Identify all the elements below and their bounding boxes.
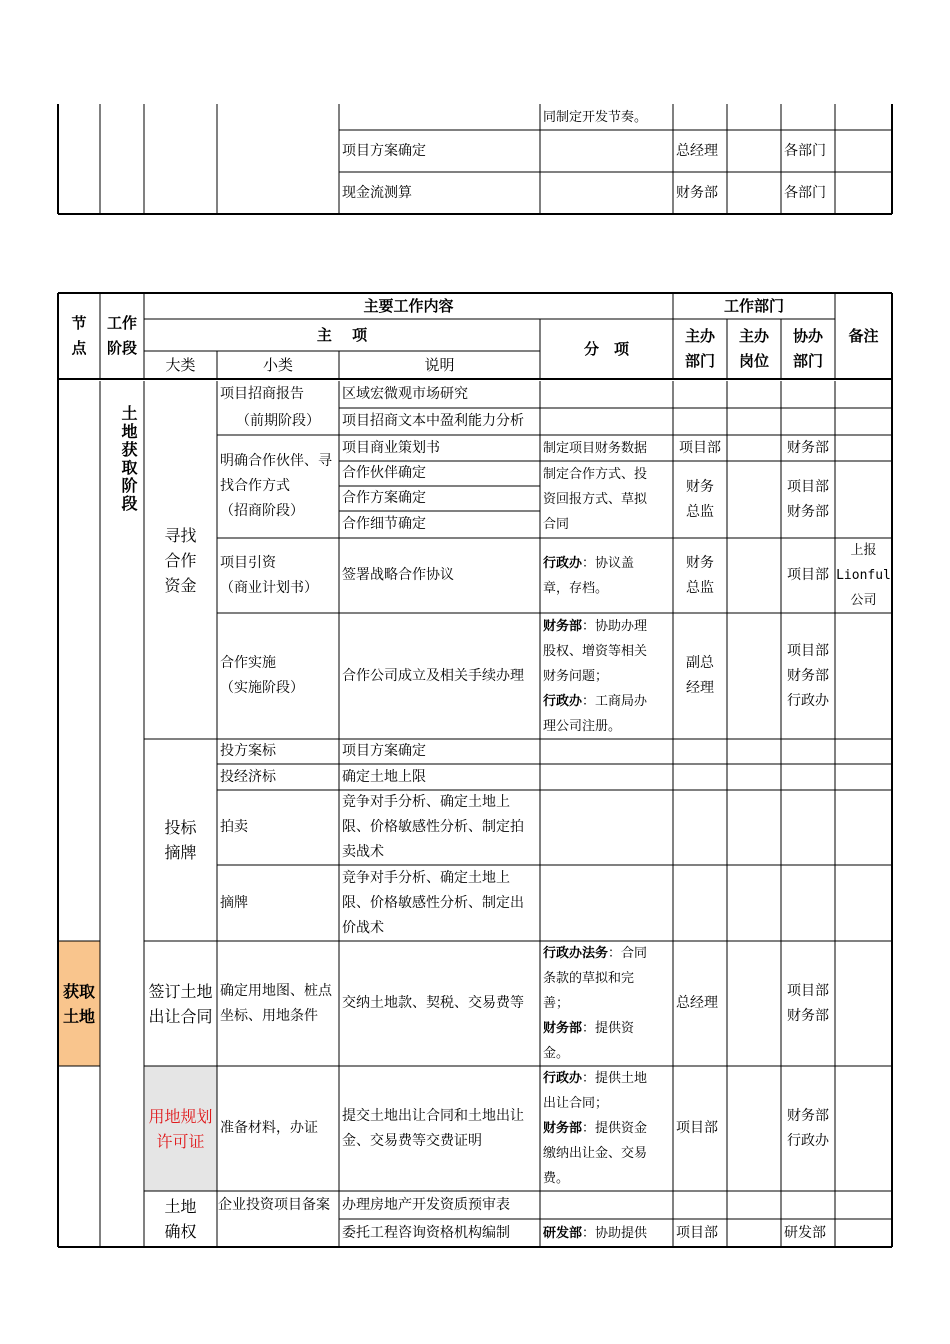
assist-project-finance: 项目部 财务部 [787, 478, 829, 520]
category-land-title: 土地 确权 [164, 1197, 197, 1241]
top-row3-assist-dept: 各部门 [784, 184, 826, 201]
desc-listing: 竞争对手分析、确定土地上 限、价格敏感性分析、制定出 价战术 [342, 869, 524, 936]
dept-deputy-gm: 副总 经理 [686, 655, 714, 696]
header-category: 大类 [165, 355, 196, 374]
category-bidding: 投标 摘牌 [164, 818, 197, 862]
subcat-listing: 摘牌 [220, 894, 248, 911]
desc-detail-confirm: 合作细节确定 [342, 516, 426, 532]
desc-land-limit: 确定土地上限 [342, 768, 426, 785]
desc-consulting-agency: 委托工程咨询资格机构编制 [342, 1224, 510, 1241]
header-main-item: 主 项 [316, 325, 368, 344]
subcat-prepare-materials: 准备材料，办证 [220, 1120, 318, 1136]
header-stage: 工作 阶段 [106, 314, 137, 357]
stage-label: 土地获取阶段 [119, 405, 138, 513]
header-main-post: 主办 岗位 [738, 327, 769, 370]
desc-plan-bid: 项目方案确定 [342, 743, 426, 759]
desc-company-setup: 合作公司成立及相关手续办理 [342, 667, 524, 684]
node-label: 获取 土地 [62, 981, 95, 1026]
item-cooperation-label-2: 行政办 [543, 693, 583, 709]
top-row3-main-dept: 财务部 [676, 184, 718, 201]
item-rd-assist-label: 研发部 [543, 1225, 583, 1241]
header-assist-dept: 协办 部门 [792, 327, 823, 370]
item-cooperation-label-1: 财务部 [543, 618, 583, 634]
assist-finance: 财务部 [787, 439, 829, 456]
subcat-cooperation: 合作实施 （实施阶段） [220, 655, 304, 696]
desc-market-research: 区域宏微观市场研究 [342, 386, 468, 402]
item-cooperation [540, 613, 673, 739]
subcat-partner: 明确合作伙伴、寻 找合作方式 （招商阶段） [220, 453, 332, 519]
assist-rd: 研发部 [784, 1224, 826, 1241]
item-cooperation-text-1: ：协助办理 股权、增资等相关 财务问题； [543, 618, 648, 684]
dept-project-2: 项目部 [676, 1120, 718, 1136]
header-remarks: 备注 [848, 326, 879, 345]
dept-gm: 总经理 [676, 995, 718, 1011]
item-permit-text-2: ：提供资金 缴纳出让金、交易 费。 [543, 1121, 648, 1186]
dept-project-3: 项目部 [676, 1224, 718, 1241]
subcat-filing: 企业投资项目备案 [218, 1196, 330, 1213]
header-node: 节 点 [71, 314, 87, 357]
subcat-land-map: 确定用地图、桩点 坐标、用地条件 [220, 982, 332, 1024]
desc-qualification-review: 办理房地产开发资质预审表 [342, 1196, 510, 1213]
desc-profit-analysis: 项目招商文本中盈利能力分析 [342, 413, 524, 429]
subcat-investment-report: 项目招商报告 [220, 386, 304, 402]
item-rd-assist [540, 1219, 673, 1247]
desc-submit-contract: 提交土地出让合同和土地出让 金、交易费等交费证明 [342, 1107, 524, 1149]
header-sub-item: 分 项 [583, 339, 629, 358]
item-admin-seal-label: 行政办 [543, 555, 583, 571]
header-description: 说明 [424, 355, 455, 374]
category-land-permit: 用地规划 许可证 [148, 1106, 213, 1151]
subcat-auction: 拍卖 [220, 819, 248, 835]
desc-strategic-agreement: 签署战略合作协议 [342, 567, 454, 583]
header-subcategory: 小类 [262, 355, 293, 374]
item-admin-seal-text: ：协议盖 章，存档。 [543, 555, 635, 596]
subcat-plan-bid: 投方案标 [220, 743, 276, 759]
subcat-economic-bid: 投经济标 [220, 768, 276, 785]
dept-finance-director: 财务 总监 [686, 478, 714, 520]
assist-project: 项目部 [787, 567, 829, 583]
item-contract-label-1: 行政办法务 [543, 946, 609, 961]
top-row2-assist-dept: 各部门 [784, 142, 826, 159]
item-contract-label-2: 财务部 [543, 1021, 583, 1036]
subcat-project-funding: 项目引资 （商业计划书） [220, 554, 318, 596]
dept-finance-director-2: 财务 总监 [686, 554, 714, 596]
item-permit-label-1: 行政办 [543, 1071, 583, 1086]
top-row2-description: 项目方案确定 [342, 142, 426, 159]
desc-business-plan: 项目商业策划书 [342, 439, 440, 456]
desc-partner-confirm: 合作伙伴确定 [342, 465, 426, 481]
category-find-funding: 寻找 合作 资金 [164, 525, 197, 595]
assist-three-depts: 项目部 财务部 行政办 [787, 642, 829, 709]
item-contract [540, 941, 673, 1066]
top-row2-main-dept: 总经理 [676, 142, 718, 159]
desc-land-payment: 交纳土地款、契税、交易费等 [342, 995, 524, 1011]
item-rd-assist-text: ：协助提供 [582, 1225, 648, 1241]
item-admin-seal [540, 538, 673, 613]
item-partner-method: 制定合作方式、投 资回报方式、草拟 合同 [543, 467, 648, 532]
assist-finance-admin: 财务部 行政办 [787, 1107, 829, 1149]
item-financial-data: 制定项目财务数据 [543, 440, 648, 456]
item-permit-label-2: 财务部 [543, 1121, 583, 1136]
item-contract-text-1: ：合同 条款的草拟和完 善； [543, 946, 648, 1011]
assist-project-finance-2: 项目部 财务部 [787, 982, 829, 1024]
item-permit-text-1: ：提供土地 出让合同； [543, 1071, 648, 1111]
remark-report-lionful: 上报 Lionful 公司 [836, 543, 891, 608]
desc-auction: 竞争对手分析、确定土地上 限、价格敏感性分析、制定拍 卖战术 [342, 794, 524, 860]
header-work-dept: 工作部门 [723, 296, 784, 315]
item-permit [540, 1066, 673, 1191]
dept-project: 项目部 [679, 439, 721, 456]
item-cooperation-text-2: ：工商局办 理公司注册。 [543, 693, 648, 734]
desc-plan-confirm: 合作方案确定 [342, 490, 426, 506]
subcat-early-stage: （前期阶段） [236, 413, 320, 429]
top-row3-description: 现金流测算 [342, 184, 412, 201]
top-row1-sub-item: 同制定开发节奏。 [543, 109, 648, 125]
category-sign-contract: 签订土地 出让合同 [148, 981, 213, 1026]
item-contract-text-2: ：提供资 金。 [543, 1021, 635, 1061]
header-main-dept: 主办 部门 [684, 327, 715, 370]
header-main-work: 主要工作内容 [363, 296, 454, 315]
